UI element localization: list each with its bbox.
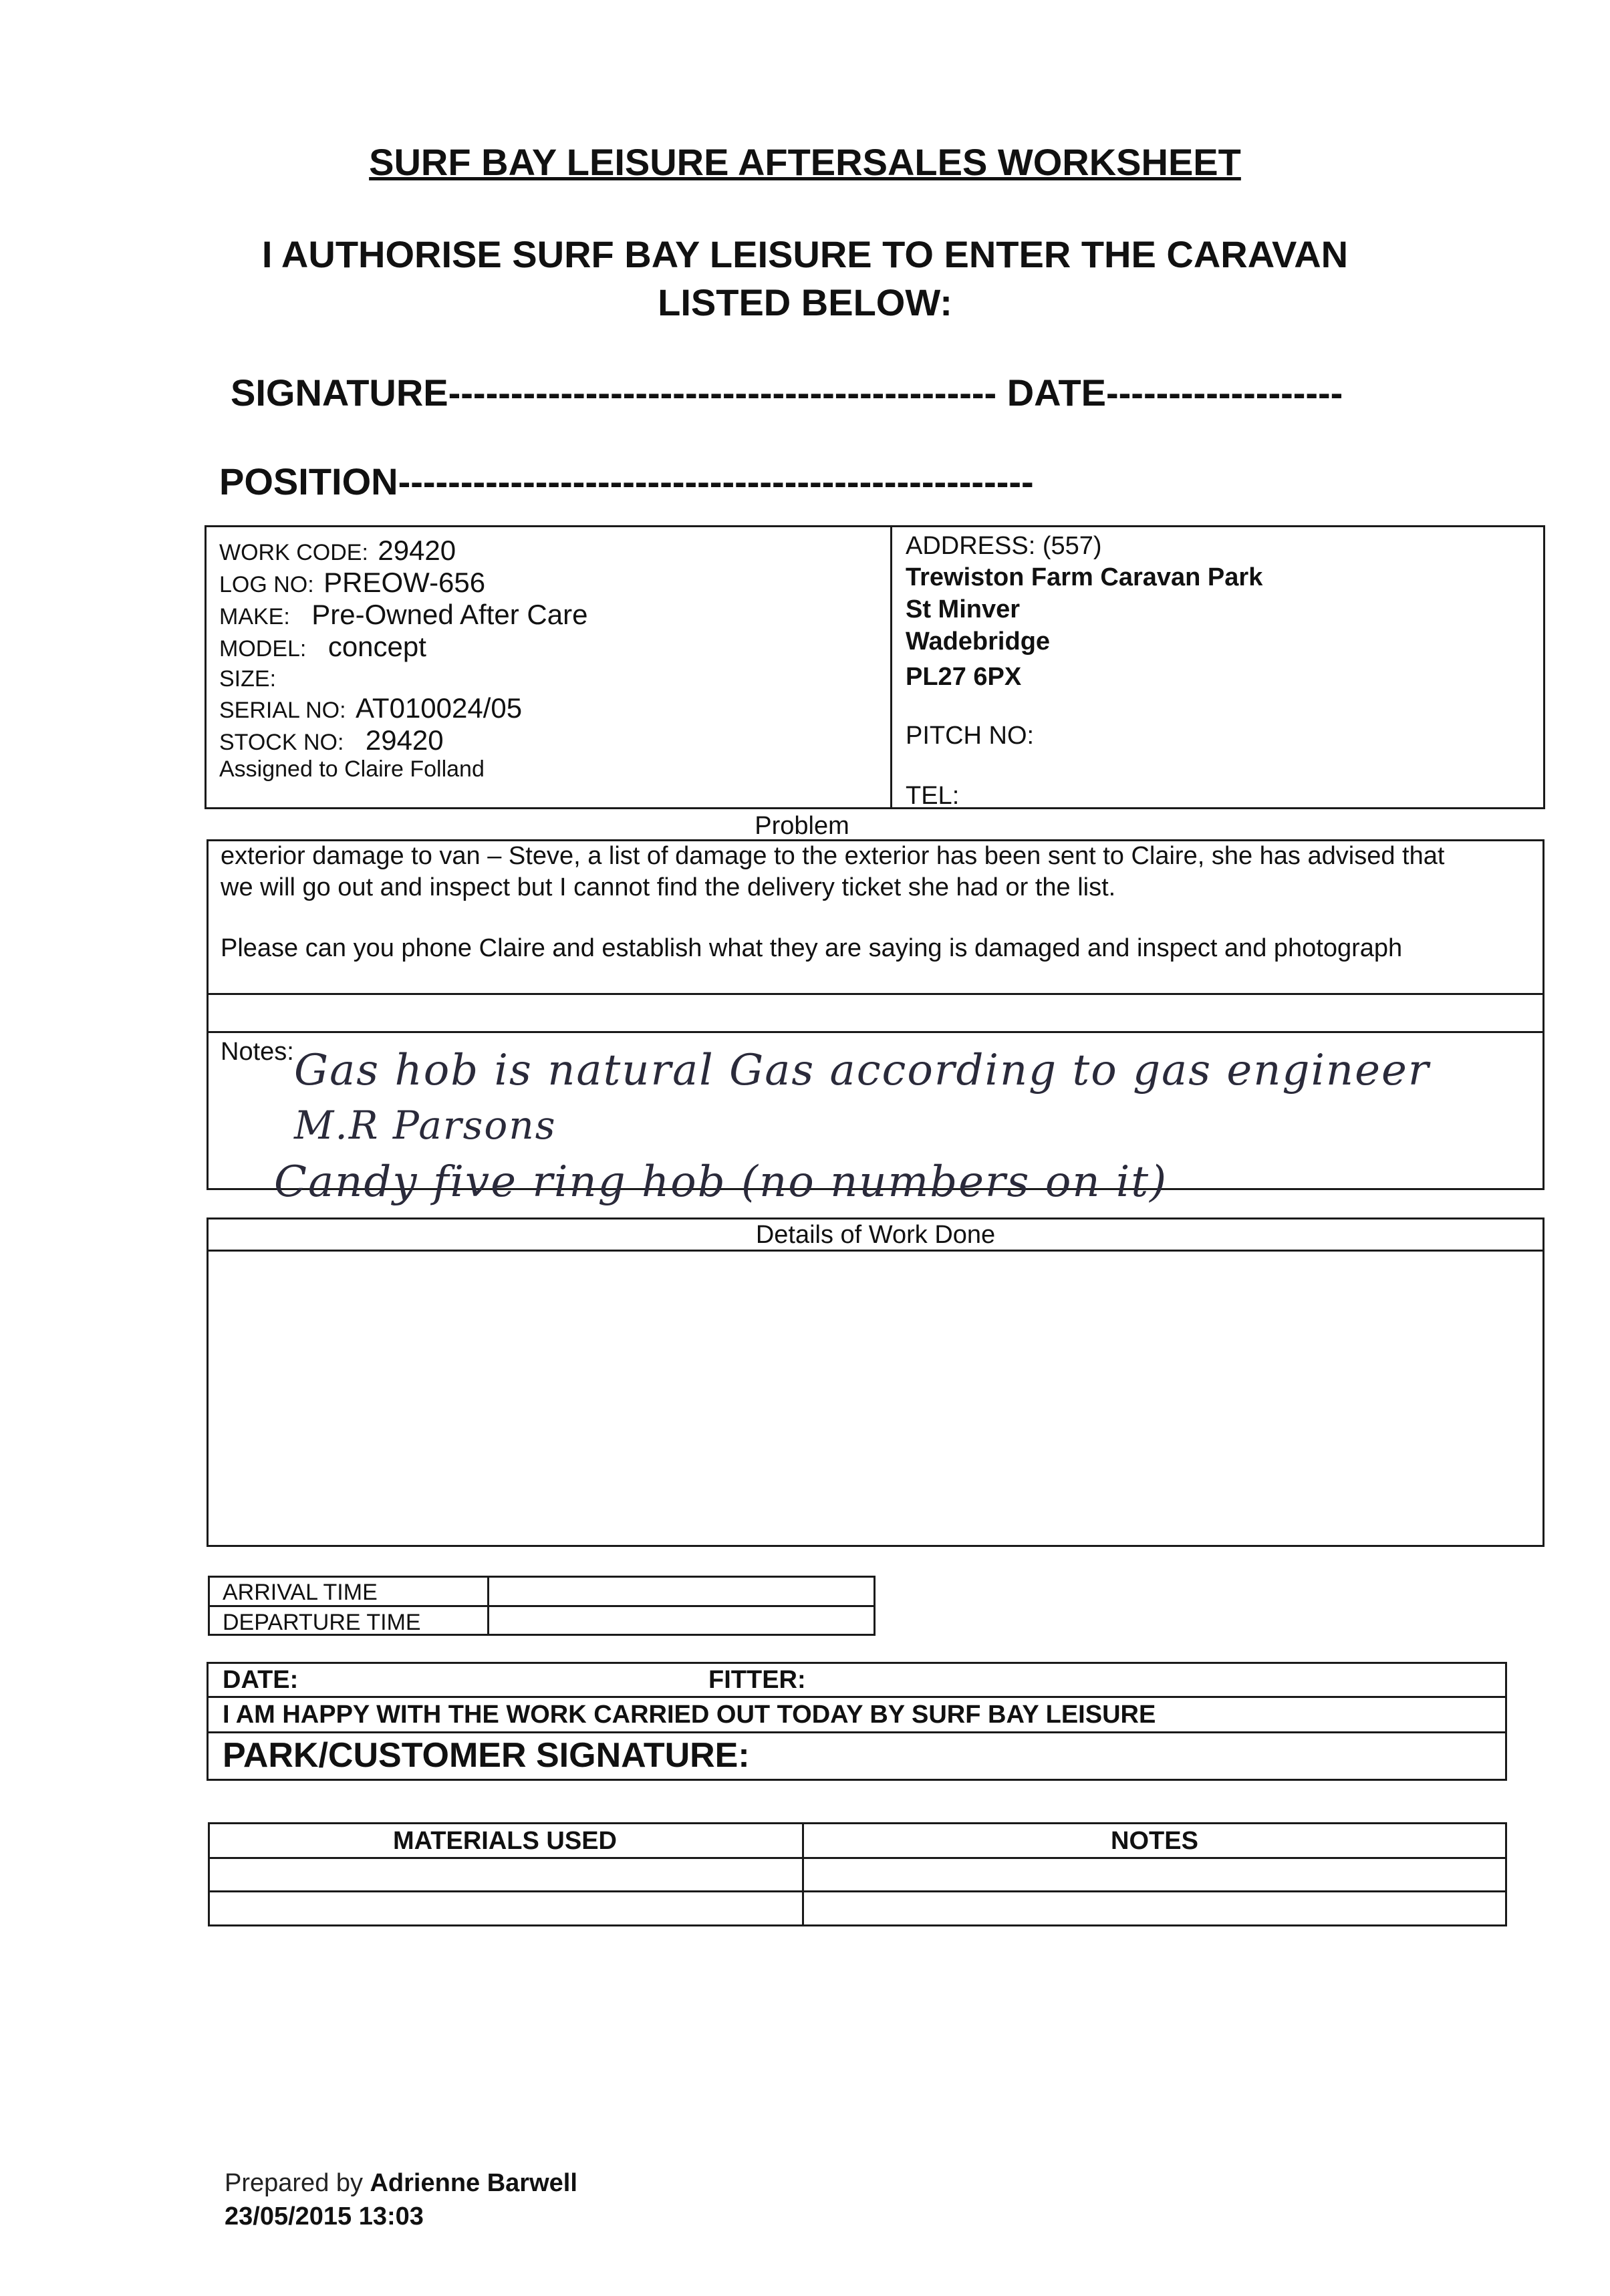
- problem-heading: Problem: [755, 812, 849, 840]
- signoff-divider-1: [207, 1696, 1507, 1698]
- arrival-time-label: ARRIVAL TIME: [223, 1580, 378, 1605]
- model-value: concept: [327, 631, 426, 662]
- materials-notes-header: NOTES: [1111, 1827, 1198, 1855]
- address-line3: Wadebridge: [906, 627, 1051, 656]
- prepared-by-name: Adrienne Barwell: [370, 2169, 577, 2197]
- log-no-row: [219, 567, 485, 599]
- departure-time-label: DEPARTURE TIME: [223, 1610, 421, 1635]
- notes-handwriting-line1: Gas hob is natural Gas according to gas engineer: [294, 1046, 1430, 1095]
- problem-text-line1: exterior damage to van – Steve, a list of damage to the exterior has been sent to Claire, she has advised that: [221, 842, 1445, 870]
- work-done-header-divider: [207, 1250, 1545, 1252]
- stock-no-row: [219, 724, 444, 756]
- serial-no-label: SERIAL NO:: [219, 698, 346, 723]
- problem-text-line3: Please can you phone Claire and establish what they are saying is damaged and inspect and photograph: [221, 934, 1403, 962]
- serial-no-row: [219, 692, 522, 724]
- materials-header-divider: [208, 1857, 1507, 1859]
- model-row: [219, 631, 426, 663]
- authorise-statement-line1: I AUTHORISE SURF BAY LEISURE TO ENTER THE CARAVAN: [261, 233, 1349, 275]
- worksheet-title: SURF BAY LEISURE AFTERSALES WORKSHEET: [369, 141, 1241, 183]
- serial-no-value: AT010024/05: [356, 692, 523, 724]
- signoff-divider-2: [207, 1731, 1507, 1733]
- address-line4: PL27 6PX: [906, 663, 1022, 691]
- position-line[interactable]: POSITION---------------------------------------------------: [219, 460, 1034, 503]
- materials-used-header: MATERIALS USED: [393, 1827, 617, 1855]
- make-row: [219, 599, 587, 631]
- address-label: ADDRESS: (557): [906, 532, 1102, 560]
- stock-no-value: 29420: [365, 724, 444, 756]
- work-code-value: 29420: [378, 535, 456, 566]
- work-code-label: WORK CODE:: [219, 540, 368, 565]
- assigned-to: Assigned to Claire Folland: [219, 756, 485, 782]
- unit-details-divider: [890, 525, 892, 809]
- pitch-no-label: PITCH NO:: [906, 722, 1035, 750]
- prepared-by: [225, 2169, 577, 2198]
- customer-signature-label[interactable]: PARK/CUSTOMER SIGNATURE:: [223, 1736, 750, 1775]
- problem-divider: [207, 993, 1545, 995]
- materials-row-divider: [208, 1890, 1507, 1892]
- notes-handwriting-line2: M.R Parsons: [294, 1103, 557, 1148]
- size-label: SIZE:: [219, 666, 277, 692]
- log-no-label: LOG NO:: [219, 572, 314, 597]
- departure-time-field[interactable]: [489, 1607, 874, 1634]
- signoff-date-label: DATE:: [223, 1666, 299, 1694]
- make-label: MAKE:: [219, 604, 290, 629]
- tel-label: TEL:: [906, 782, 960, 810]
- log-no-value: PREOW-656: [323, 567, 486, 598]
- address-line1: Trewiston Farm Caravan Park: [906, 563, 1263, 591]
- make-value: Pre-Owned After Care: [311, 599, 588, 630]
- arrival-time-field[interactable]: [489, 1578, 874, 1605]
- work-code-row: [219, 535, 456, 567]
- happy-statement: I AM HAPPY WITH THE WORK CARRIED OUT TODAY BY SURF BAY LEISURE: [223, 1701, 1156, 1729]
- notes-handwriting-line3: Candy five ring hob (no numbers on it): [274, 1157, 1168, 1207]
- prepared-timestamp: 23/05/2015 13:03: [225, 2202, 424, 2231]
- model-label: MODEL:: [219, 636, 307, 662]
- work-done-heading: Details of Work Done: [755, 1221, 996, 1249]
- signoff-fitter-label: FITTER:: [708, 1666, 806, 1694]
- signature-date-line[interactable]: SIGNATURE-------------------------------------------- DATE-------------------: [231, 372, 1343, 414]
- prepared-by-label: Prepared by: [225, 2169, 364, 2197]
- authorise-statement-line2: LISTED BELOW:: [658, 281, 952, 323]
- address-line2: St Minver: [906, 595, 1021, 623]
- problem-text-line2: we will go out and inspect but I cannot find the delivery ticket she had or the list.: [221, 873, 1116, 901]
- notes-label: Notes:: [221, 1038, 294, 1066]
- work-done-box[interactable]: [207, 1217, 1545, 1547]
- stock-no-label: STOCK NO:: [219, 730, 344, 755]
